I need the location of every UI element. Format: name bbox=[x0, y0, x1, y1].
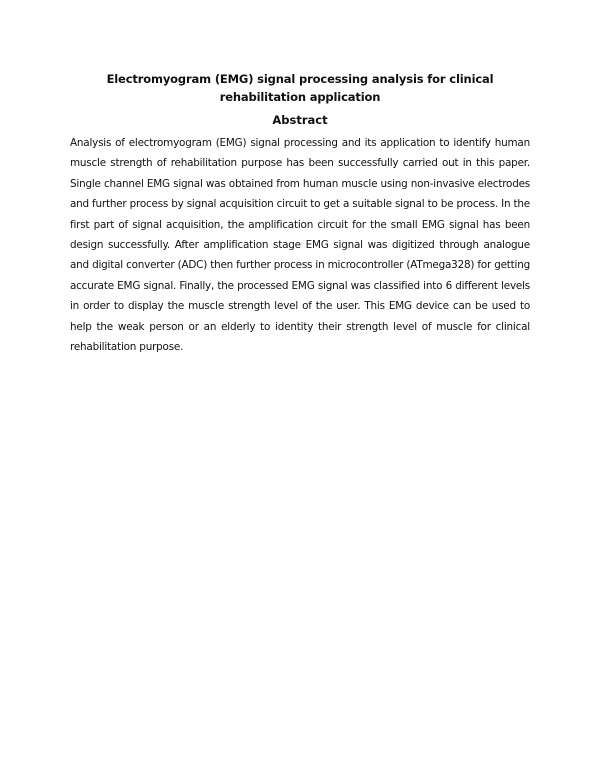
abstract-heading: Abstract bbox=[272, 113, 328, 127]
abstract-paragraph: Analysis of electromyogram (EMG) signal processing and its application to identify human muscle strength of rehabilitation purpose has been successfully carried out in this paper. Single channel EMG signal was obtained from human muscle using non-invasive electrodes and further process by signal acquisition circuit to get a suitable signal to be process. In the first part of signal acquisition, the amplification circuit for the small EMG signal has been design successfully. After amplification stage EMG signal was digitized through analogue and digital converter (ADC) then further process in microcontroller (ATmega328) for getting accurate EMG signal. Finally, the processed EMG signal was classified into 6 different levels in order to display the muscle strength level of the user. This EMG device can be used to help the weak person or an elderly to identity their strength level of muscle for clinical rehabilitation purpose. bbox=[70, 137, 530, 354]
paper-title: Electromyogram (EMG) signal processing analysis for clinical rehabilitation application bbox=[106, 72, 494, 104]
